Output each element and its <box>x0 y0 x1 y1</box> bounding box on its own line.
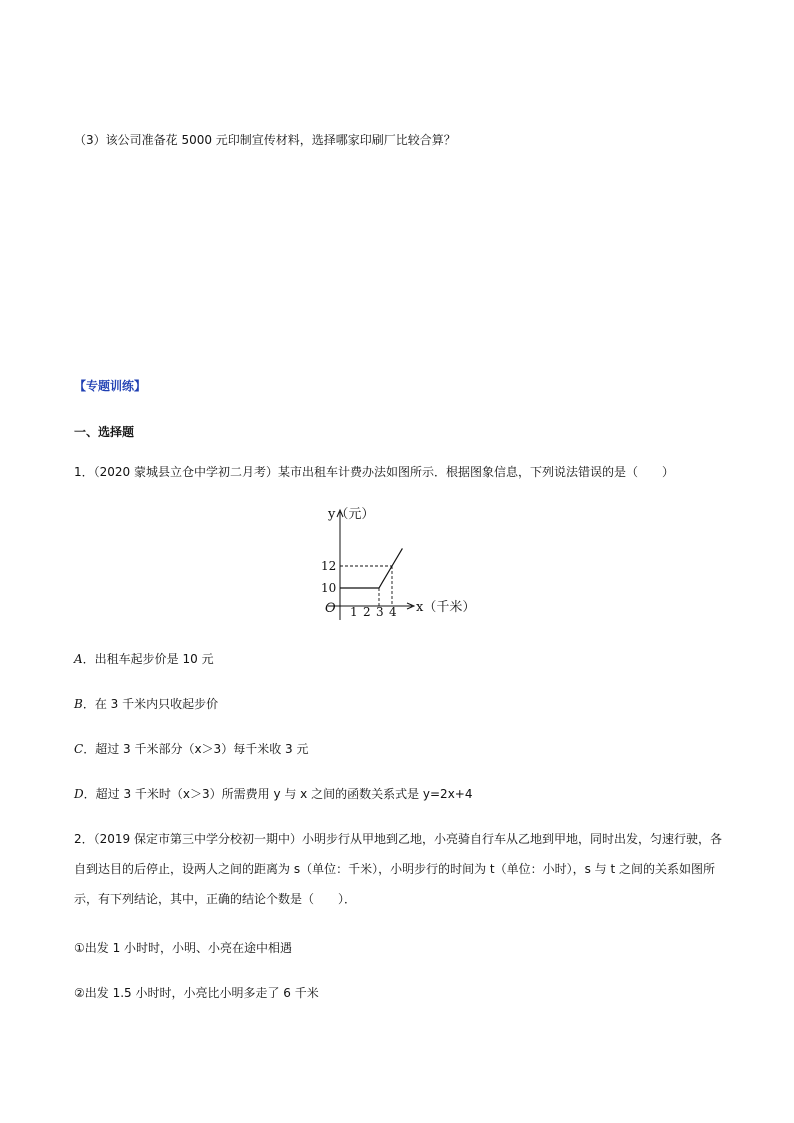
option-text: ．超过 3 千米部分（x＞3）每千米收 3 元 <box>83 742 309 756</box>
option-letter: A <box>74 652 83 666</box>
taxi-fare-chart <box>310 498 500 626</box>
q2-conclusion-2: ②出发 1.5 小时时，小亮比小明多走了 6 千米 <box>74 986 319 1000</box>
q1-option-c <box>74 741 308 757</box>
option-letter: C <box>74 742 84 756</box>
option-letter: B <box>74 697 83 711</box>
option-text: ．出租车起步价是 10 元 <box>82 652 214 666</box>
x-tick-label: 1 <box>350 605 358 619</box>
y-tick-label: 10 <box>321 581 337 595</box>
q1-option-a <box>74 651 214 667</box>
q2-stem: 2．（2019 保定市第三中学分校初一期中）小明步行从甲地到乙地，小亮骑自行车从乙地到甲地，同时出发，匀速行驶，各自到达目的后停止，设两人之间的距离为 s（单位：千米），小明步行的时间为 t（单位：小时），s 与 t 之间的关系如图所示，有下列结论，其中，正确的结论个数是（ ）． <box>74 832 722 906</box>
part3-question: （3）该公司准备花 5000 元印制宣传材料，选择哪家印刷厂比较合算？ <box>74 133 456 147</box>
q1-option-d <box>74 786 473 802</box>
q2-conclusion-1: ①出发 1 小时时，小明、小亮在途中相遇 <box>74 941 293 955</box>
fare-line <box>340 548 402 588</box>
x-axis-label: x（千米） <box>416 600 476 615</box>
y-axis-label: y（元） <box>328 507 375 522</box>
option-letter: D <box>74 787 84 801</box>
option-text: ．在 3 千米内只收起步价 <box>82 697 219 711</box>
x-tick-label: 2 <box>363 605 371 619</box>
y-tick-label: 12 <box>321 559 337 573</box>
q1-option-b <box>74 696 218 712</box>
option-text: ．超过 3 千米时（x＞3）所需费用 y 与 x 之间的函数关系式是 y=2x+4 <box>83 787 473 801</box>
section-subheading: 一、选择题 <box>74 425 135 439</box>
x-tick-label: 3 <box>376 605 384 619</box>
x-tick-label: 4 <box>389 605 397 619</box>
q1-stem: 1．（2020 蒙城县立仓中学初二月考）某市出租车计费办法如图所示．根据图象信息，下列说法错误的是（ ） <box>74 465 674 479</box>
origin-label: O <box>325 601 336 616</box>
section-heading: 【专题训练】 <box>74 379 147 393</box>
